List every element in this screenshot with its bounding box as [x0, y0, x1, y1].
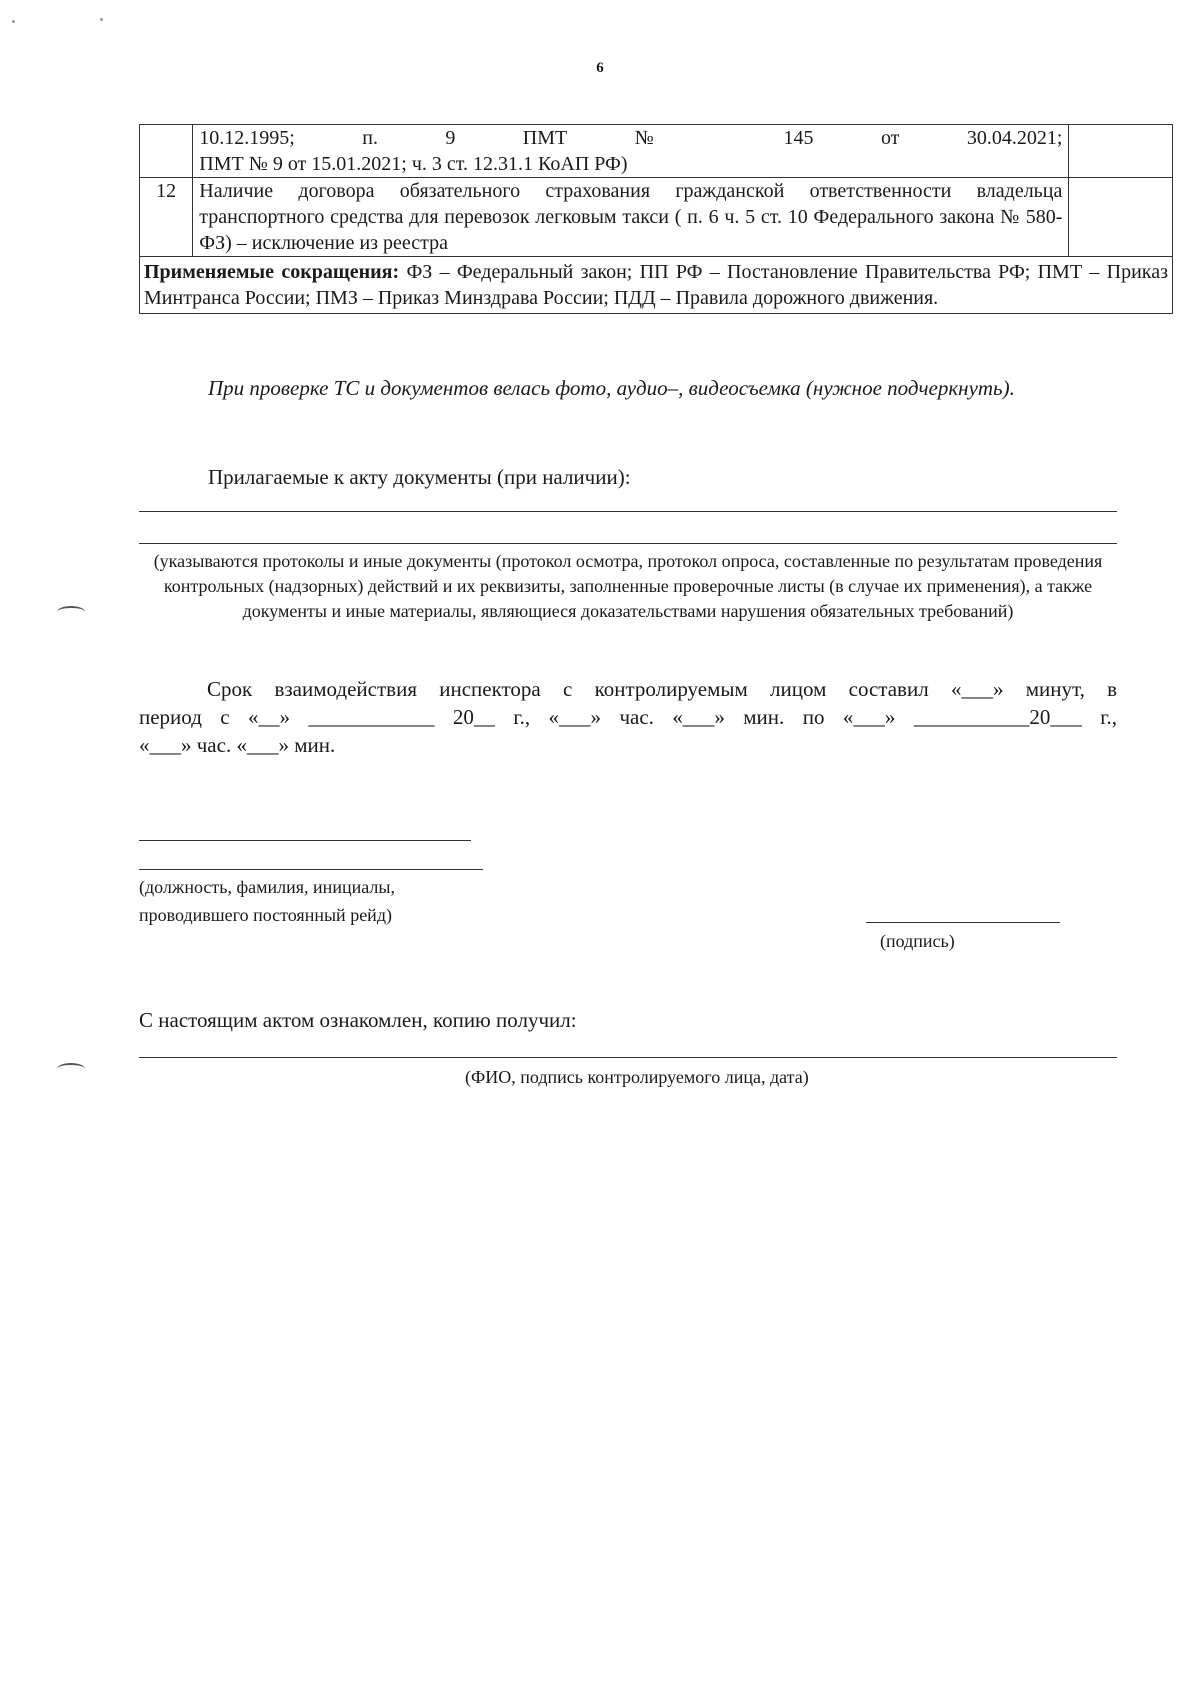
- acknowledgement-text: С настоящим актом ознакомлен, копию получил:: [139, 1008, 577, 1032]
- interaction-period-line: Срок взаимодействия инспектора с контролируемым лицом составил «___» минут, в: [207, 677, 1117, 701]
- signature-line: [139, 869, 483, 870]
- scan-speck: [100, 18, 103, 21]
- abbreviations-row: [140, 257, 1173, 314]
- interaction-period-line: период с «__» ____________ 20__ г., «___» час. «___» мин. по «___» ___________20___ г.,: [139, 705, 1117, 729]
- interaction-period: [139, 675, 1117, 759]
- scan-speck: [12, 20, 15, 23]
- row-extra-cell: [1069, 125, 1173, 178]
- page-number: 6: [596, 60, 604, 76]
- row-number-cell: 12: [140, 178, 193, 257]
- recording-note: При проверке ТС и документов велась фото, аудио–, видеосъемка (нужное подчеркнуть).: [208, 376, 1015, 400]
- position-caption: (должность, фамилия, инициалы, проводившего постоянный рейд): [139, 877, 395, 925]
- abbreviations-text: ФЗ – Федеральный закон; ПП РФ – Постановление Правительства РФ; ПМТ – Приказ Минтранса России; ПМЗ – Приказ Минздрава России; ПДД – Правила дорожного движения.: [144, 261, 1168, 309]
- row-extra-cell: [1069, 178, 1173, 257]
- attached-documents-caption: (указываются протоколы и иные документы (протокол осмотра, протокол опроса, составленные по результатам проведения контрольных (надзорных) действий и их реквизиты, заполненные проверочные листы (в случае их применения), а также документы и иные материалы, являющиеся доказательствами нарушения обязательных требований): [153, 551, 1103, 621]
- attached-documents-title: Прилагаемые к акту документы (при наличии):: [208, 465, 631, 489]
- signature-line: [139, 840, 471, 841]
- acknowledgement-caption: (ФИО, подпись контролируемого лица, дата): [465, 1067, 809, 1087]
- row-number-cell: [140, 125, 193, 178]
- requirements-table: [139, 124, 1173, 314]
- row-text-cell: [193, 125, 1069, 178]
- row-text-cell: Наличие договора обязательного страхования гражданской ответственности владельца транспортного средства для перевозок легковым такси ( п. 6 ч. 5 ст. 10 Федерального закона № 580-ФЗ) – исключение из реестра: [193, 178, 1069, 257]
- table-row: [140, 125, 1173, 178]
- punch-hole-mark: [57, 606, 85, 618]
- fill-line: [139, 543, 1117, 544]
- signature-line: [866, 922, 1060, 923]
- continued-row-line2: ПМТ № 9 от 15.01.2021; ч. 3 ст. 12.31.1 КоАП РФ): [199, 153, 628, 175]
- fill-line: [139, 511, 1117, 512]
- abbreviations-label: Применяемые сокращения:: [144, 261, 400, 283]
- fill-line: [139, 1057, 1117, 1058]
- punch-hole-mark: [57, 1063, 85, 1075]
- table-row: [140, 178, 1173, 257]
- interaction-period-line: «___» час. «___» мин.: [139, 733, 336, 757]
- continued-row-line1: 10.12.1995; п. 9 ПМТ № 145 от 30.04.2021;: [199, 127, 1063, 149]
- abbreviations-cell: [140, 257, 1173, 314]
- signature-caption: (подпись): [880, 931, 955, 951]
